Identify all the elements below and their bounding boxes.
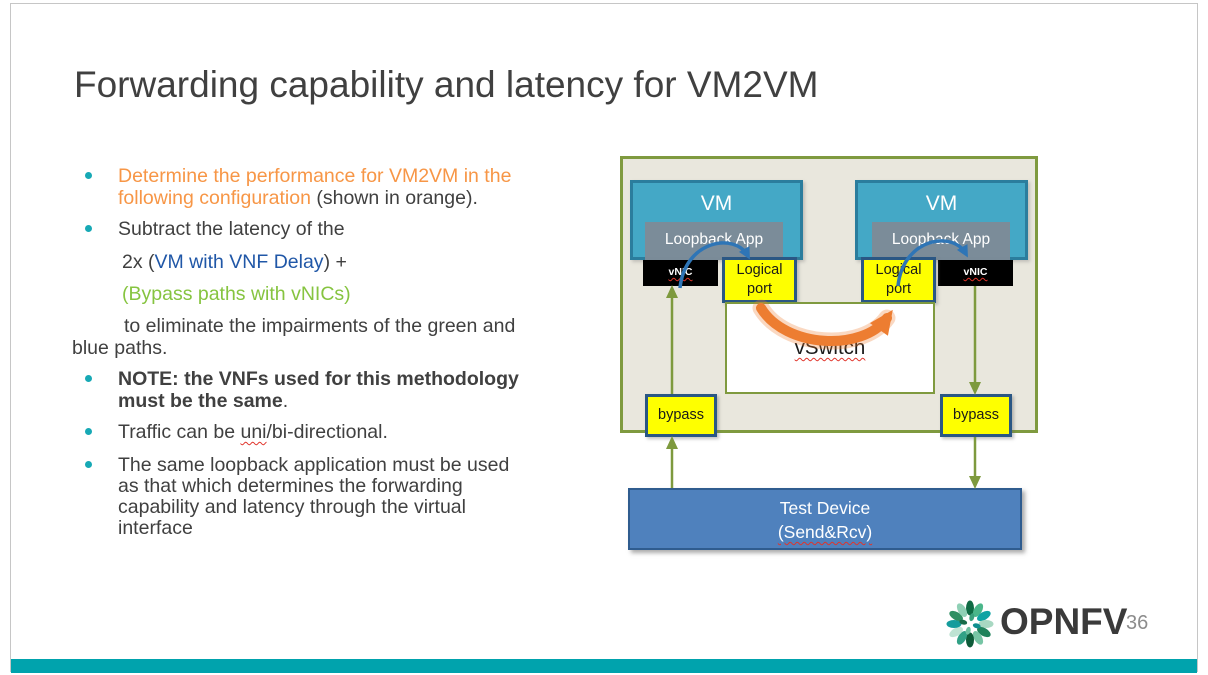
sub1-post: ) + xyxy=(323,251,347,273)
logical-port-right-box: Logical port xyxy=(861,257,936,303)
page-title: Forwarding capability and latency for VM2VM xyxy=(74,64,819,105)
test-device-line-2: (Send&Rcv) xyxy=(777,522,873,542)
green-arrowheads xyxy=(666,285,981,489)
bullet-1-line-2-rest: (shown in orange). xyxy=(310,187,478,209)
bullet-4-pre: Traffic can be xyxy=(118,421,241,443)
bypass-right-box: bypass xyxy=(940,394,1012,437)
bullet-4-line xyxy=(118,421,388,443)
bullet-4-post: /bi-directional. xyxy=(266,421,388,443)
opnfv-wordmark: OPNFV xyxy=(1000,601,1128,642)
diagram-arrows xyxy=(615,150,1055,570)
bullet-dot xyxy=(85,172,92,179)
logical-port-left-box: Logical port xyxy=(722,257,797,303)
bullet-5-line-2: as that which determines the forwarding xyxy=(118,475,463,497)
bypass-left-box: bypass xyxy=(645,394,717,437)
test-device-line-1: Test Device xyxy=(779,498,871,518)
sub1-pre: 2x ( xyxy=(122,251,155,273)
bullet-1-line-1: Determine the performance for VM2VM in the xyxy=(118,165,512,187)
footer-accent-bar xyxy=(11,659,1197,673)
bullet-3-line-2 xyxy=(118,390,288,412)
bullet-5-line-4: interface xyxy=(118,517,193,539)
loopback-app-right-box: Loopback App xyxy=(872,222,1010,260)
bullet-2-sub-4: blue paths. xyxy=(72,337,168,359)
opnfv-logo-icon xyxy=(938,594,1002,652)
bullet-3-line-2-bold: must be the same xyxy=(118,390,283,412)
bullet-2-sub-1 xyxy=(122,251,347,273)
blue-loopback-arrows xyxy=(680,241,966,288)
bullet-dot xyxy=(85,375,92,382)
vnic-right-label: vNIC xyxy=(963,266,988,278)
bullet-dot xyxy=(85,225,92,232)
bullet-2-sub-2: (Bypass paths with vNICs) xyxy=(122,283,351,305)
loopback-app-left-box: Loopback App xyxy=(645,222,783,260)
bullet-2-lead: Subtract the latency of the xyxy=(118,218,345,240)
bullet-5-line-3: capability and latency through the virtual xyxy=(118,496,466,518)
bullet-dot xyxy=(85,461,92,468)
bullet-3-line-2-rest: . xyxy=(282,390,289,412)
vnic-left-label: vNIC xyxy=(668,266,693,278)
bullet-5-line-1: The same loopback application must be used xyxy=(118,454,510,476)
vm-right-label: VM xyxy=(925,192,958,215)
bullet-3-line-1: NOTE: the VNFs used for this methodology xyxy=(118,368,519,390)
bullet-1-line-2 xyxy=(118,187,478,209)
bullet-dot xyxy=(85,428,92,435)
page-number: 36 xyxy=(1126,612,1149,634)
bullet-4-misspelled-word: uni xyxy=(240,421,267,443)
vm-left-label: VM xyxy=(700,192,733,215)
bullet-1-line-2-orange: following configuration xyxy=(118,187,311,209)
vswitch-label: vSwitch xyxy=(794,336,866,359)
green-path-arrows xyxy=(672,286,975,488)
sub1-blue: VM with VNF Delay xyxy=(154,251,324,273)
bullet-2-sub-3: to eliminate the impairments of the green and xyxy=(124,315,516,337)
